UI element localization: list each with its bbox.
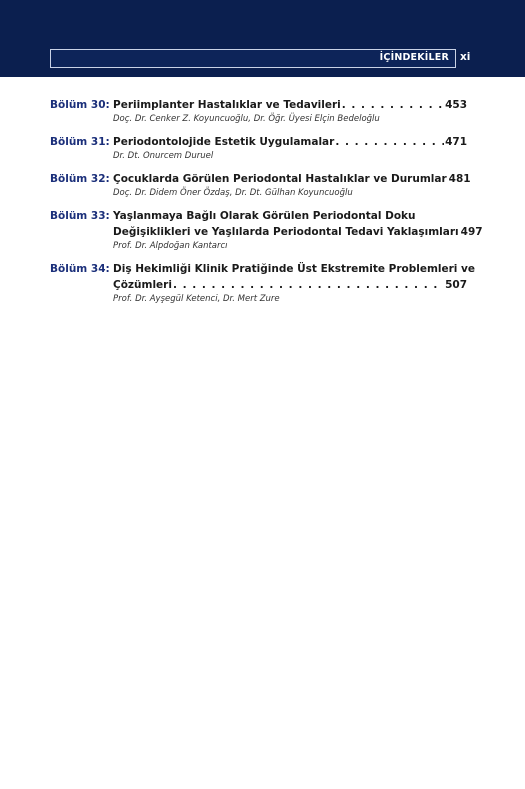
chapter-authors: Prof. Dr. Ayşegül Ketenci, Dr. Mert Zure bbox=[113, 294, 280, 304]
chapter-title-line bbox=[113, 224, 483, 240]
chapter-title: Periimplanter Hastalıklar ve Tedavileri bbox=[113, 99, 341, 111]
chapter-page-number: 453 bbox=[445, 99, 467, 111]
page-number: xi bbox=[460, 51, 471, 63]
dot-leader bbox=[335, 134, 444, 150]
chapter-label: Bölüm 31: bbox=[50, 136, 110, 148]
dot-leader bbox=[342, 97, 444, 113]
chapter-label: Bölüm 30: bbox=[50, 99, 110, 111]
chapter-page-number: 481 bbox=[448, 173, 471, 185]
chapter-label: Bölüm 33: bbox=[50, 210, 110, 222]
chapter-title-line bbox=[113, 277, 467, 293]
chapter-authors: Prof. Dr. Alpdoğan Kantarcı bbox=[113, 241, 228, 251]
chapter-title-continued: Çözümleri bbox=[113, 279, 172, 291]
chapter-authors: Dr. Dt. Onurcem Duruel bbox=[113, 151, 214, 161]
chapter-label: Bölüm 34: bbox=[50, 263, 110, 275]
chapter-page-number: 471 bbox=[445, 136, 467, 148]
chapter-title-line bbox=[113, 97, 467, 113]
chapter-page-number: 507 bbox=[445, 279, 467, 291]
dot-leader bbox=[173, 277, 444, 293]
chapter-authors: Doç. Dr. Didem Öner Özdaş, Dr. Dt. Gülhan Koyuncuoğlu bbox=[113, 188, 353, 198]
running-header bbox=[50, 49, 456, 68]
chapter-authors: Doç. Dr. Cenker Z. Koyuncuoğlu, Dr. Öğr. Üyesi Elçin Bedeloğlu bbox=[113, 114, 380, 124]
chapter-title: Diş Hekimliği Klinik Pratiğinde Üst Ekstremite Problemleri ve bbox=[113, 263, 476, 275]
chapter-title: Yaşlanmaya Bağlı Olarak Görülen Periodontal Doku bbox=[113, 210, 416, 222]
chapter-title-line bbox=[113, 208, 467, 224]
chapter-title: Çocuklarda Görülen Periodontal Hastalıklar ve Durumlar bbox=[113, 173, 447, 185]
chapter-title-continued: Değişiklikleri ve Yaşlılarda Periodontal Tedavi Yaklaşımları bbox=[113, 226, 459, 238]
chapter-title: Periodontolojide Estetik Uygulamalar bbox=[113, 136, 335, 148]
header-title: İÇİNDEKİLER bbox=[379, 52, 449, 63]
chapter-title-line bbox=[113, 171, 471, 187]
chapter-label: Bölüm 32: bbox=[50, 173, 110, 185]
chapter-title-line bbox=[113, 261, 476, 277]
chapter-title-line bbox=[113, 134, 467, 150]
chapter-page-number: 497 bbox=[460, 226, 483, 238]
